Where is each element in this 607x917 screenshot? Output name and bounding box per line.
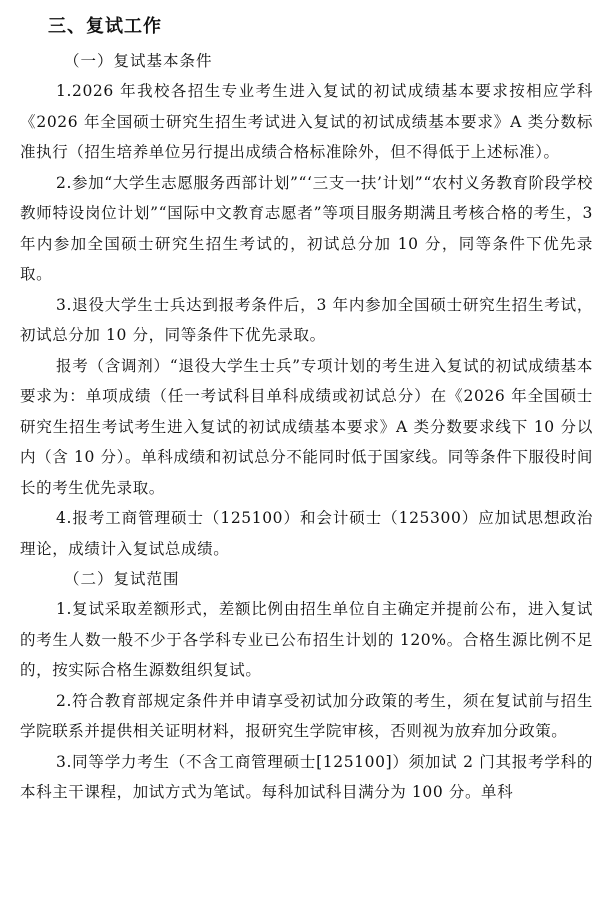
paragraph-bonus-application: 2.符合教育部规定条件并申请享受初试加分政策的考生，须在复试前与招生学院联系并提供相关证明材料，报研究生学院审核，否则视为放弃加分政策。	[20, 691, 593, 740]
paragraph-veteran-special-plan: 报考（含调剂）“退役大学生士兵”专项计划的考生进入复试的初试成绩基本要求为：单项成绩（任一考试科目单科成绩或初试总分）在《2026 年全国硕士研究生招生考试考生进入复试的初试成绩基本要求》A 类分数要求线下 10 分以内（含 10 分）。单科成绩和初试总分不能同时低于国家线。同等条件下服役时间长的考生优先录取。	[20, 356, 593, 497]
subsection-scope: （二）复试范围	[64, 570, 180, 588]
paragraph-extra-exam: 4.报考工商管理硕士（125100）和会计硕士（125300）应加试思想政治理论，成绩计入复试总成绩。	[20, 509, 593, 558]
paragraph-differential: 1.复试采取差额形式，差额比例由招生单位自主确定并提前公布，进入复试的考生人数一般不少于各学科专业已公布招生计划的 120%。合格生源比例不足的，按实际合格生源数组织复试。	[20, 600, 593, 679]
paragraph-volunteer-bonus: 2.参加“大学生志愿服务西部计划”“‘三支一扶’计划”“农村义务教育阶段学校教师特设岗位计划”“国际中文教育志愿者”等项目服务期满且考核合格的考生，3 年内参加全国硕士研究生招生考试的，初试总分加 10 分，同等条件下优先录取。	[20, 173, 593, 283]
paragraph-score-requirement: 1.2026 年我校各招生专业考生进入复试的初试成绩基本要求按相应学科《2026 年全国硕士研究生招生考试进入复试的初试成绩基本要求》A 类分数标准执行（招生培养单位另行提出成绩合格标准除外，但不得低于上述标准）。	[20, 82, 593, 161]
section-title: 三、复试工作	[48, 16, 162, 37]
paragraph-veteran-bonus: 3.退役大学生士兵达到报考条件后，3 年内参加全国硕士研究生招生考试，初试总分加 10 分，同等条件下优先录取。	[20, 295, 593, 344]
subsection-basic-conditions: （一）复试基本条件	[64, 52, 213, 70]
paragraph-equivalent-education: 3.同等学力考生（不含工商管理硕士[125100]）须加试 2 门其报考学科的本科主干课程，加试方式为笔试。每科加试科目满分为 100 分。单科	[20, 752, 593, 801]
